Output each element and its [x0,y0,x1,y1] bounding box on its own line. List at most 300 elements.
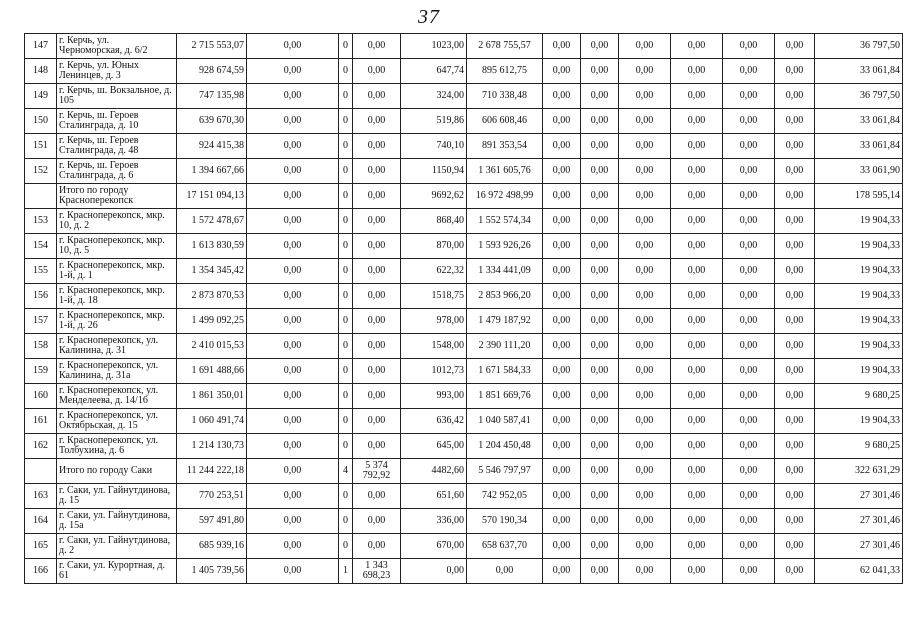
address-cell: Итого по городу Саки [57,459,177,484]
row-number [25,459,57,484]
address-cell: г. Красноперекопск, ул. Толбухина, д. 6 [57,434,177,459]
value-cell: 0,00 [581,409,619,434]
table-row [25,534,903,559]
value-cell: 0,00 [723,284,775,309]
table-row [25,434,903,459]
total-cost-cell: 1 572 478,67 [177,209,247,234]
value-cell: 0,00 [619,334,671,359]
value-cell: 0,00 [581,559,619,584]
value-cell: 0,00 [543,159,581,184]
value-cell: 0,00 [619,284,671,309]
value-cell: 0,00 [775,184,815,209]
address-cell: г. Керчь, ул. Черноморская, д. 6/2 [57,34,177,59]
value-cell: 0,00 [775,259,815,284]
value-cell: 0,00 [723,184,775,209]
value-cell: 0,00 [247,234,339,259]
value-cell: 0,00 [543,234,581,259]
value-cell: 0,00 [775,484,815,509]
count-cell: 0 [339,59,353,84]
address-cell: Итого по городу Красноперекопск [57,184,177,209]
value-cell: 0,00 [247,334,339,359]
count-cell: 0 [339,409,353,434]
value-cell: 0,00 [353,109,401,134]
count-cell: 0 [339,434,353,459]
table-row [25,109,903,134]
value-cell: 0,00 [581,509,619,534]
value-cell: 0,00 [671,559,723,584]
table-row [25,509,903,534]
value-cell: 0,00 [581,109,619,134]
value-cell: 0,00 [247,209,339,234]
value-cell: 0,00 [619,359,671,384]
address-cell: г. Красноперекопск, мкр. 10, д. 5 [57,234,177,259]
value-cell: 0,00 [543,334,581,359]
count-cell: 0 [339,384,353,409]
value-cell: 0,00 [581,284,619,309]
value-cell: 0,00 [247,384,339,409]
value-cell: 0,00 [671,259,723,284]
row-number [25,184,57,209]
row-number: 150 [25,109,57,134]
table-row [25,309,903,334]
value-cell: 0,00 [723,109,775,134]
value-cell: 0,00 [619,184,671,209]
table-row [25,159,903,184]
value-cell: 62 041,33 [815,559,903,584]
table-row [25,259,903,284]
value-cell: 0,00 [671,509,723,534]
table-body [25,34,903,584]
value-cell: 0,00 [671,34,723,59]
total-cost-cell: 685 939,16 [177,534,247,559]
value-cell: 0,00 [619,234,671,259]
value-cell: 0,00 [543,84,581,109]
value-cell: 1 593 926,26 [467,234,543,259]
registry-table-container [24,33,903,584]
value-cell: 33 061,84 [815,59,903,84]
value-cell: 0,00 [671,84,723,109]
table-row [25,284,903,309]
value-cell: 0,00 [775,459,815,484]
row-number: 147 [25,34,57,59]
value-cell: 0,00 [543,534,581,559]
registry-table [24,33,903,584]
count-cell: 0 [339,84,353,109]
value-cell: 0,00 [775,534,815,559]
value-cell: 0,00 [581,434,619,459]
value-cell: 0,00 [775,34,815,59]
table-row [25,334,903,359]
value-cell: 0,00 [671,309,723,334]
count-cell: 0 [339,134,353,159]
value-cell: 0,00 [619,209,671,234]
value-cell: 27 301,46 [815,534,903,559]
address-cell: г. Керчь, ш. Героев Сталинграда, д. 48 [57,134,177,159]
value-cell: 0,00 [543,434,581,459]
table-row [25,209,903,234]
value-cell: 0,00 [671,234,723,259]
value-cell: 0,00 [619,434,671,459]
value-cell: 0,00 [543,59,581,84]
row-number: 156 [25,284,57,309]
row-number: 163 [25,484,57,509]
value-cell: 1 671 584,33 [467,359,543,384]
value-cell: 0,00 [723,384,775,409]
value-cell: 1 040 587,41 [467,409,543,434]
value-cell: 0,00 [723,209,775,234]
value-cell: 1 361 605,76 [467,159,543,184]
count-cell: 0 [339,209,353,234]
value-cell: 0,00 [775,234,815,259]
table-row [25,384,903,409]
value-cell: 0,00 [353,434,401,459]
table-row [25,59,903,84]
address-cell: г. Красноперекопск, мкр. 1-й, д. 18 [57,284,177,309]
address-cell: г. Керчь, ш. Вокзальное, д. 105 [57,84,177,109]
value-cell: 0,00 [723,434,775,459]
value-cell: 19 904,33 [815,409,903,434]
value-cell: 0,00 [353,284,401,309]
value-cell: 0,00 [581,384,619,409]
value-cell: 0,00 [775,59,815,84]
value-cell: 9 680,25 [815,384,903,409]
subtotal-row [25,459,903,484]
value-cell: 0,00 [723,359,775,384]
address-cell: г. Красноперекопск, ул. Калинина, д. 31а [57,359,177,384]
total-cost-cell: 1 499 092,25 [177,309,247,334]
address-cell: г. Саки, ул. Курортная, д. 61 [57,559,177,584]
value-cell: 0,00 [581,484,619,509]
value-cell: 0,00 [723,459,775,484]
value-cell: 0,00 [619,534,671,559]
value-cell: 0,00 [775,384,815,409]
address-cell: г. Красноперекопск, мкр. 1-й, д. 1 [57,259,177,284]
count-cell: 4 [339,459,353,484]
value-cell: 19 904,33 [815,259,903,284]
value-cell: 33 061,84 [815,134,903,159]
value-cell: 0,00 [247,484,339,509]
value-cell: 0,00 [353,209,401,234]
total-cost-cell: 1 354 345,42 [177,259,247,284]
total-cost-cell: 1 060 491,74 [177,409,247,434]
value-cell: 1 334 441,09 [467,259,543,284]
area-cell: 336,00 [401,509,467,534]
value-cell: 36 797,50 [815,84,903,109]
table-row [25,559,903,584]
value-cell: 9 680,25 [815,434,903,459]
count-cell: 0 [339,159,353,184]
value-cell: 5 374 792,92 [353,459,401,484]
value-cell: 0,00 [723,234,775,259]
value-cell: 0,00 [619,509,671,534]
address-cell: г. Красноперекопск, ул. Октябрьская, д. 15 [57,409,177,434]
table-row [25,84,903,109]
value-cell: 0,00 [353,84,401,109]
total-cost-cell: 2 715 553,07 [177,34,247,59]
value-cell: 0,00 [619,459,671,484]
value-cell: 0,00 [775,309,815,334]
value-cell: 0,00 [543,134,581,159]
value-cell: 0,00 [775,209,815,234]
address-cell: г. Саки, ул. Гайнутдинова, д. 15а [57,509,177,534]
value-cell: 19 904,33 [815,284,903,309]
value-cell: 0,00 [581,34,619,59]
value-cell: 19 904,33 [815,234,903,259]
table-row [25,409,903,434]
value-cell: 0,00 [543,284,581,309]
address-cell: г. Керчь, ш. Героев Сталинграда, д. 10 [57,109,177,134]
value-cell: 0,00 [247,284,339,309]
value-cell: 0,00 [247,259,339,284]
value-cell: 36 797,50 [815,34,903,59]
area-cell: 1012,73 [401,359,467,384]
value-cell: 0,00 [775,134,815,159]
value-cell: 322 631,29 [815,459,903,484]
area-cell: 670,00 [401,534,467,559]
value-cell: 0,00 [671,359,723,384]
row-number: 157 [25,309,57,334]
area-cell: 647,74 [401,59,467,84]
total-cost-cell: 2 410 015,53 [177,334,247,359]
value-cell: 0,00 [619,559,671,584]
total-cost-cell: 2 873 870,53 [177,284,247,309]
value-cell: 1 204 450,48 [467,434,543,459]
value-cell: 0,00 [619,159,671,184]
value-cell: 0,00 [581,59,619,84]
value-cell: 0,00 [353,134,401,159]
value-cell: 0,00 [543,259,581,284]
value-cell: 0,00 [543,484,581,509]
value-cell: 0,00 [247,159,339,184]
value-cell: 0,00 [775,159,815,184]
value-cell: 2 390 111,20 [467,334,543,359]
value-cell: 0,00 [353,259,401,284]
value-cell: 0,00 [671,59,723,84]
row-number: 162 [25,434,57,459]
value-cell: 33 061,90 [815,159,903,184]
area-cell: 0,00 [401,559,467,584]
row-number: 148 [25,59,57,84]
area-cell: 519,86 [401,109,467,134]
value-cell: 0,00 [353,509,401,534]
value-cell: 2 678 755,57 [467,34,543,59]
value-cell: 0,00 [581,334,619,359]
count-cell: 0 [339,534,353,559]
value-cell: 0,00 [543,109,581,134]
row-number: 155 [25,259,57,284]
value-cell: 5 546 797,97 [467,459,543,484]
value-cell: 2 853 966,20 [467,284,543,309]
value-cell: 0,00 [619,59,671,84]
value-cell: 0,00 [619,484,671,509]
value-cell: 0,00 [247,459,339,484]
value-cell: 0,00 [543,459,581,484]
area-cell: 870,00 [401,234,467,259]
value-cell: 606 608,46 [467,109,543,134]
table-row [25,359,903,384]
area-cell: 1548,00 [401,334,467,359]
table-row [25,34,903,59]
value-cell: 0,00 [723,59,775,84]
value-cell: 0,00 [619,134,671,159]
value-cell: 0,00 [619,309,671,334]
value-cell: 0,00 [353,334,401,359]
value-cell: 0,00 [353,159,401,184]
value-cell: 0,00 [723,334,775,359]
row-number: 151 [25,134,57,159]
row-number: 153 [25,209,57,234]
value-cell: 0,00 [775,359,815,384]
address-cell: г. Красноперекопск, мкр. 1-й, д. 26 [57,309,177,334]
area-cell: 9692,62 [401,184,467,209]
value-cell: 0,00 [723,84,775,109]
value-cell: 0,00 [619,259,671,284]
value-cell: 0,00 [247,34,339,59]
area-cell: 651,60 [401,484,467,509]
row-number: 160 [25,384,57,409]
value-cell: 0,00 [581,134,619,159]
value-cell: 0,00 [247,559,339,584]
value-cell: 0,00 [671,484,723,509]
value-cell: 0,00 [671,159,723,184]
value-cell: 0,00 [723,259,775,284]
value-cell: 0,00 [723,534,775,559]
value-cell: 0,00 [543,309,581,334]
value-cell: 16 972 498,99 [467,184,543,209]
area-cell: 324,00 [401,84,467,109]
area-cell: 868,40 [401,209,467,234]
value-cell: 0,00 [581,159,619,184]
area-cell: 1023,00 [401,34,467,59]
value-cell: 0,00 [723,159,775,184]
value-cell: 19 904,33 [815,309,903,334]
value-cell: 0,00 [543,384,581,409]
value-cell: 0,00 [353,309,401,334]
value-cell: 33 061,84 [815,109,903,134]
value-cell: 27 301,46 [815,484,903,509]
count-cell: 0 [339,359,353,384]
total-cost-cell: 11 244 222,18 [177,459,247,484]
value-cell: 1 851 669,76 [467,384,543,409]
value-cell: 0,00 [619,84,671,109]
value-cell: 710 338,48 [467,84,543,109]
value-cell: 0,00 [543,409,581,434]
value-cell: 0,00 [247,84,339,109]
value-cell: 0,00 [247,59,339,84]
value-cell: 0,00 [467,559,543,584]
total-cost-cell: 747 135,98 [177,84,247,109]
value-cell: 0,00 [353,484,401,509]
value-cell: 0,00 [775,409,815,434]
address-cell: г. Саки, ул. Гайнутдинова, д. 2 [57,534,177,559]
value-cell: 742 952,05 [467,484,543,509]
value-cell: 0,00 [775,109,815,134]
address-cell: г. Керчь, ул. Юных Ленинцев, д. 3 [57,59,177,84]
value-cell: 0,00 [247,434,339,459]
count-cell: 0 [339,509,353,534]
value-cell: 27 301,46 [815,509,903,534]
value-cell: 0,00 [353,59,401,84]
area-cell: 978,00 [401,309,467,334]
value-cell: 0,00 [671,109,723,134]
row-number: 154 [25,234,57,259]
count-cell: 0 [339,309,353,334]
value-cell: 0,00 [247,534,339,559]
value-cell: 0,00 [619,34,671,59]
value-cell: 0,00 [247,134,339,159]
value-cell: 178 595,14 [815,184,903,209]
value-cell: 0,00 [247,309,339,334]
row-number: 149 [25,84,57,109]
count-cell: 0 [339,484,353,509]
value-cell: 0,00 [543,509,581,534]
value-cell: 0,00 [723,134,775,159]
value-cell: 0,00 [353,359,401,384]
area-cell: 740,10 [401,134,467,159]
table-row [25,234,903,259]
value-cell: 0,00 [353,534,401,559]
value-cell: 0,00 [775,509,815,534]
area-cell: 645,00 [401,434,467,459]
value-cell: 0,00 [353,234,401,259]
value-cell: 0,00 [581,259,619,284]
count-cell: 0 [339,334,353,359]
value-cell: 0,00 [543,184,581,209]
row-number: 164 [25,509,57,534]
value-cell: 0,00 [543,34,581,59]
value-cell: 0,00 [723,509,775,534]
value-cell: 1 479 187,92 [467,309,543,334]
area-cell: 1150,94 [401,159,467,184]
total-cost-cell: 1 214 130,73 [177,434,247,459]
value-cell: 0,00 [619,409,671,434]
value-cell: 0,00 [581,459,619,484]
value-cell: 0,00 [723,409,775,434]
row-number: 152 [25,159,57,184]
address-cell: г. Красноперекопск, мкр. 10, д. 2 [57,209,177,234]
row-number: 158 [25,334,57,359]
table-row [25,484,903,509]
total-cost-cell: 1 394 667,66 [177,159,247,184]
address-cell: г. Керчь, ш. Героев Сталинграда, д. 6 [57,159,177,184]
count-cell: 0 [339,184,353,209]
value-cell: 0,00 [671,284,723,309]
value-cell: 0,00 [543,209,581,234]
value-cell: 0,00 [581,359,619,384]
value-cell: 19 904,33 [815,209,903,234]
total-cost-cell: 1 691 488,66 [177,359,247,384]
value-cell: 0,00 [775,434,815,459]
value-cell: 1 343 698,23 [353,559,401,584]
subtotal-row [25,184,903,209]
address-cell: г. Красноперекопск, ул. Калинина, д. 31 [57,334,177,359]
value-cell: 0,00 [775,334,815,359]
value-cell: 0,00 [671,134,723,159]
value-cell: 0,00 [775,559,815,584]
value-cell: 19 904,33 [815,359,903,384]
value-cell: 0,00 [247,109,339,134]
total-cost-cell: 597 491,80 [177,509,247,534]
total-cost-cell: 770 253,51 [177,484,247,509]
total-cost-cell: 928 674,59 [177,59,247,84]
value-cell: 0,00 [581,84,619,109]
value-cell: 0,00 [619,109,671,134]
value-cell: 0,00 [247,409,339,434]
total-cost-cell: 17 151 094,13 [177,184,247,209]
value-cell: 0,00 [671,459,723,484]
value-cell: 0,00 [581,309,619,334]
count-cell: 0 [339,284,353,309]
